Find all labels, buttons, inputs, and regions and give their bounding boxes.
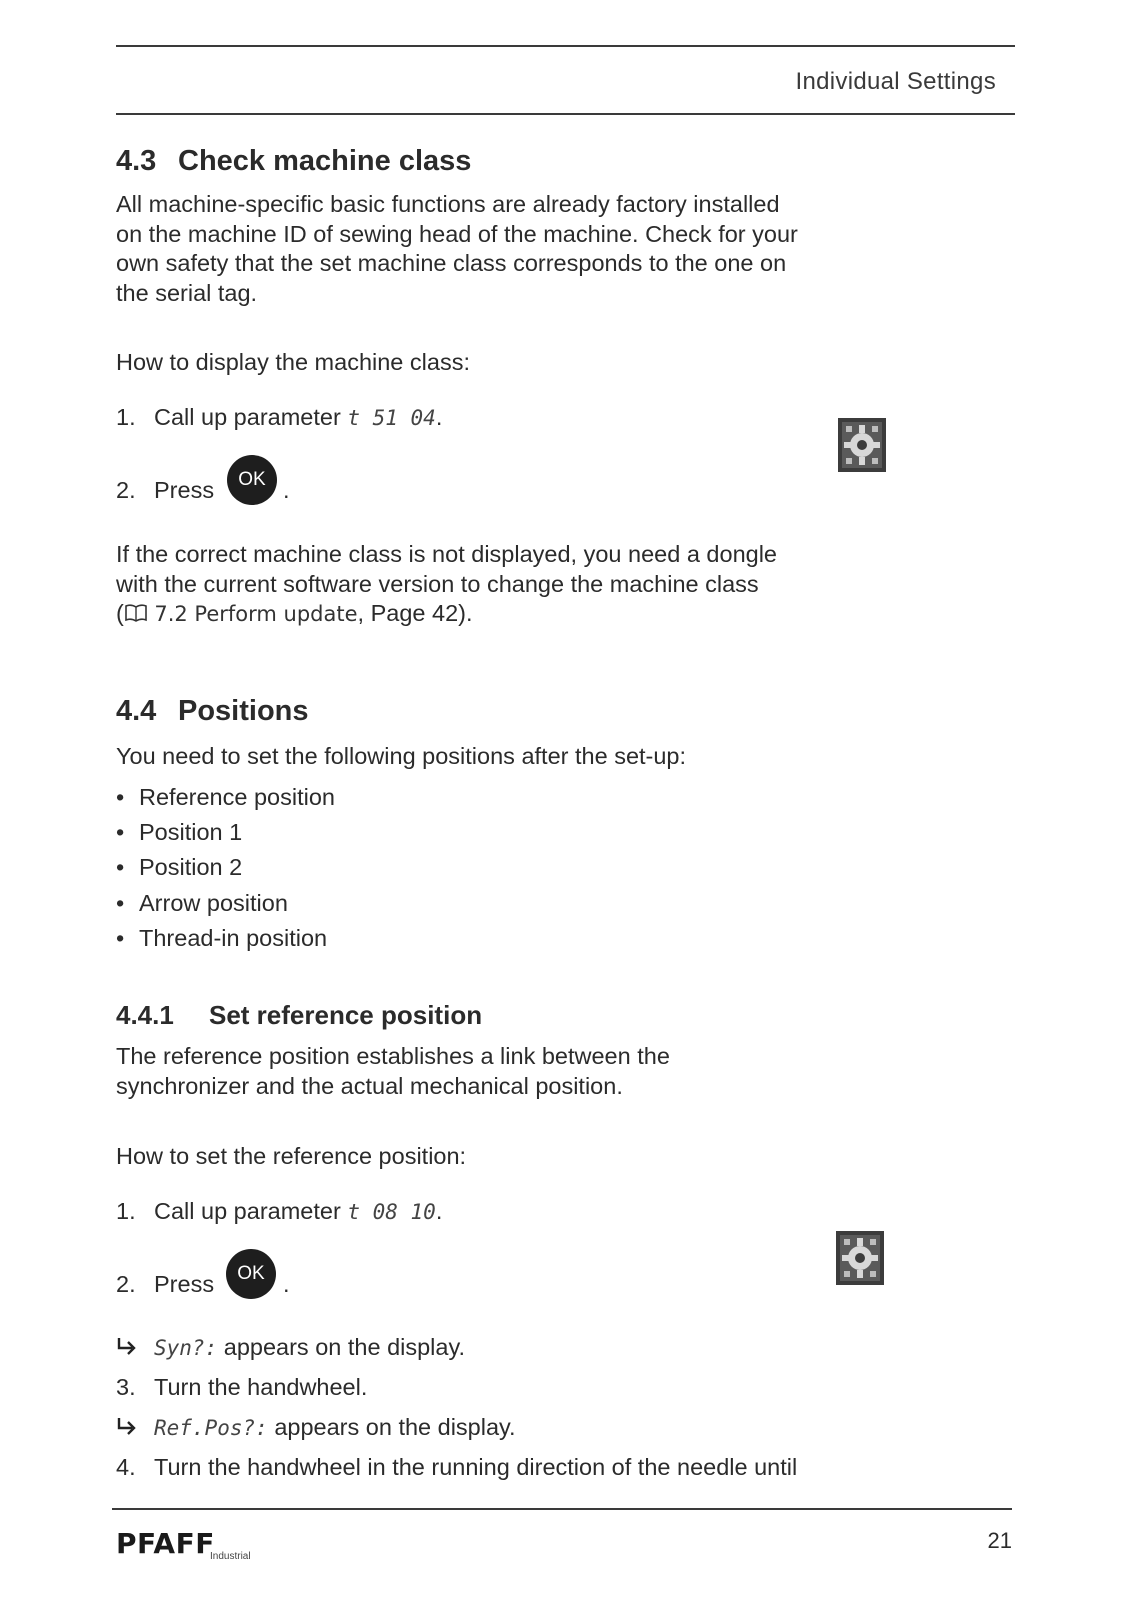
- step-end: .: [435, 404, 443, 430]
- logo-subtitle: Industrial: [210, 1551, 251, 1562]
- cross-reference-link[interactable]: 7.2 Perform update: [154, 602, 358, 626]
- section-number: 4.4.1: [116, 1000, 174, 1030]
- gear-icon: [838, 418, 886, 472]
- section-intro-4-4-1: The reference position establishes a link between the synchronizer and the actual mechanical position.: [116, 1043, 670, 1099]
- step-2-end: .: [283, 477, 290, 503]
- header-title: Individual Settings: [795, 68, 996, 95]
- header-top-rule: [116, 45, 1015, 47]
- list-item: • Position 1: [116, 819, 243, 846]
- step-number: 4.: [116, 1454, 136, 1480]
- section-intro-4-4: You need to set the following positions after the set-up:: [116, 743, 687, 769]
- result-refpos: [116, 1412, 516, 1443]
- step-3-4-4-1: [116, 1372, 367, 1402]
- step-text: Turn the handwheel.: [154, 1374, 368, 1400]
- note-open-paren: (: [116, 600, 124, 626]
- list-item: • Arrow position: [116, 889, 288, 916]
- step-1-4-4-1: [116, 1196, 442, 1227]
- howto-4-4-1: How to set the reference position:: [116, 1143, 467, 1169]
- list-item: • Reference position: [116, 784, 335, 810]
- step-text: Call up parameter: [154, 404, 348, 430]
- section-heading-4-3: [116, 145, 471, 178]
- step-1-4-3: [116, 402, 442, 433]
- step-text: Call up parameter: [154, 1198, 348, 1224]
- display-code: Ref.Pos?:: [154, 1416, 268, 1440]
- result-arrow-icon: [116, 1412, 154, 1442]
- step-4-4-4-1: [116, 1452, 797, 1482]
- section-heading-4-4: [116, 695, 309, 728]
- result-text: appears on the display.: [217, 1334, 466, 1360]
- result-text: appears on the display.: [267, 1414, 516, 1440]
- section-heading-4-4-1: [116, 1000, 482, 1031]
- positions-list: [116, 782, 335, 958]
- page-number: 21: [987, 1528, 1012, 1553]
- step-number: 1.: [116, 404, 136, 430]
- step-number: 3.: [116, 1374, 136, 1400]
- pfaff-logo: PFAFF: [116, 1527, 215, 1560]
- list-item: • Thread-in position: [116, 924, 328, 951]
- list-item: • Position 2: [116, 854, 243, 881]
- step-number: 2.: [116, 1271, 136, 1297]
- note-text: If the correct machine class is not displayed, you need a dongle with the current software version to change the machine class: [116, 541, 777, 597]
- result-syn: [116, 1332, 465, 1363]
- section-number: 4.3: [116, 145, 157, 177]
- result-arrow-icon: [116, 1332, 154, 1362]
- section-title: Set reference position: [209, 1000, 483, 1030]
- step-2-4-4-1: [116, 1269, 214, 1299]
- step-2-4-3: [116, 475, 214, 505]
- step-number: 1.: [116, 1198, 136, 1224]
- book-icon: [124, 603, 148, 623]
- step-text: Press: [154, 1271, 215, 1297]
- section-number: 4.4: [116, 695, 157, 727]
- step-2-end: .: [283, 1271, 290, 1297]
- note-close: , Page 42).: [357, 600, 473, 626]
- ok-button-icon: OK: [226, 1249, 276, 1299]
- step-end: .: [435, 1198, 443, 1224]
- section-title: Positions: [178, 695, 309, 727]
- parameter-code: t 08 10: [347, 1200, 436, 1224]
- display-code: Syn?:: [154, 1336, 218, 1360]
- header-bottom-rule: [116, 113, 1015, 115]
- parameter-code: t 51 04: [347, 406, 436, 430]
- step-number: 2.: [116, 477, 136, 503]
- howto-4-3: How to display the machine class:: [116, 349, 470, 375]
- section-intro-4-3: All machine-specific basic functions are already factory installed on the machine ID of sewing head of the machine. Check for your own safety that the set machine class corresponds to the one on the serial tag.: [116, 191, 798, 306]
- step-text: Turn the handwheel in the running direction of the needle until: [154, 1454, 798, 1480]
- note-4-3: [116, 540, 806, 630]
- footer-rule: [112, 1508, 1012, 1510]
- gear-icon: [836, 1231, 884, 1285]
- ok-button-icon: OK: [227, 455, 277, 505]
- section-title: Check machine class: [178, 145, 472, 177]
- step-text: Press: [154, 477, 215, 503]
